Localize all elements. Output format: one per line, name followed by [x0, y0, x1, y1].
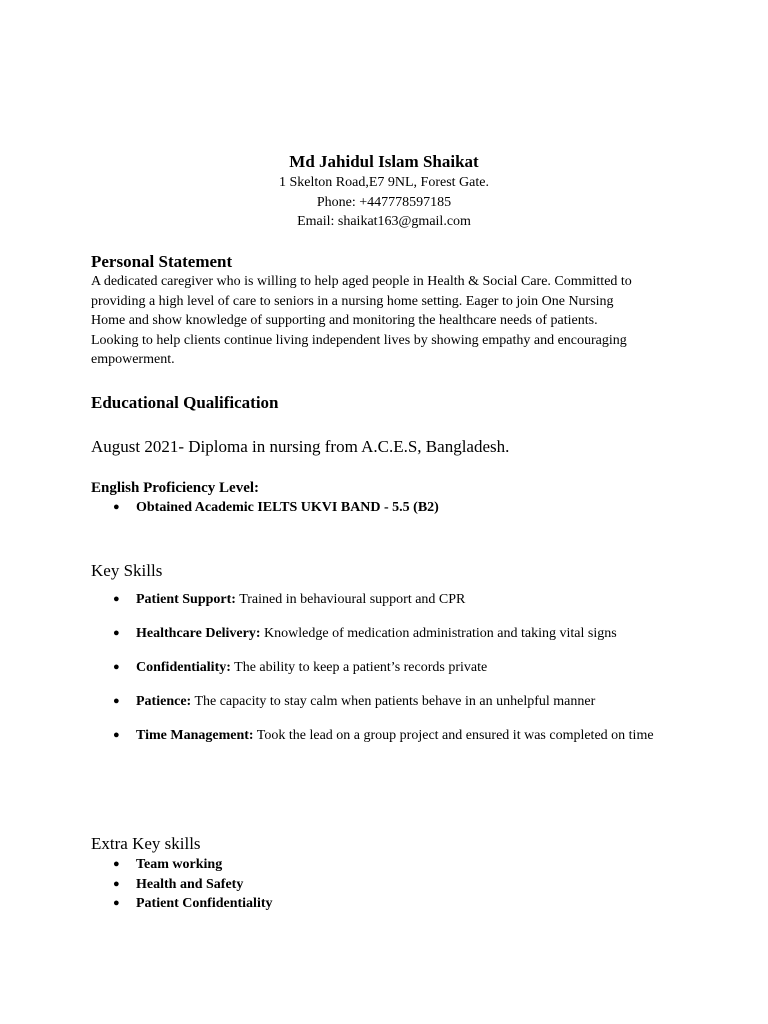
list-item — [113, 875, 673, 895]
statement-line: A dedicated caregiver who is willing to help aged people in Health & Social Care. Committed to — [91, 274, 632, 289]
list-item — [113, 855, 673, 875]
skill-label: Confidentiality: — [136, 660, 231, 675]
skill-text: Took the lead on a group project and ensured it was completed on time — [253, 728, 654, 743]
list-item — [113, 689, 673, 714]
bullet-icon: ● — [113, 729, 120, 741]
skill-label: Healthcare Delivery: — [136, 626, 261, 641]
key-skills-list — [113, 587, 673, 757]
skill-label: Patience: — [136, 694, 192, 709]
english-proficiency-list — [113, 498, 673, 518]
statement-line: Home and show knowledge of supporting and monitoring the healthcare needs of patients. — [91, 313, 598, 328]
education-entry: August 2021- Diploma in nursing from A.C.E.S, Bangladesh. — [91, 437, 510, 456]
skill-text: The ability to keep a patient’s records private — [230, 660, 488, 675]
skill-text: Knowledge of medication administration and taking vital signs — [260, 626, 617, 641]
skill-label: Time Management: — [136, 728, 254, 743]
bullet-icon: ● — [113, 627, 120, 639]
bullet-icon: ● — [113, 695, 120, 707]
bullet-icon: ● — [113, 877, 120, 890]
bullet-icon: ● — [113, 501, 120, 513]
statement-line: Looking to help clients continue living independent lives by showing empathy and encouraging — [91, 332, 627, 348]
bullet-icon: ● — [113, 661, 120, 673]
resume-header — [0, 151, 768, 232]
list-item — [113, 723, 673, 748]
statement-line: providing a high level of care to seniors in a nursing home setting. Eager to join One Nursing — [91, 293, 614, 309]
extra-skill-text: Health and Safety — [136, 876, 244, 892]
extra-skills-list — [113, 855, 673, 914]
personal-statement-title: Personal Statement — [91, 252, 233, 271]
list-item — [113, 621, 673, 646]
skill-label: Patient Support: — [136, 592, 236, 607]
english-proficiency-title: English Proficiency Level: — [91, 480, 260, 496]
extra-skill-text: Patient Confidentiality — [136, 896, 273, 911]
list-item — [113, 587, 673, 612]
personal-statement-text — [91, 272, 681, 370]
candidate-name: Md Jahidul Islam Shaikat — [289, 152, 479, 171]
skill-text: The capacity to stay calm when patients behave in an unhelpful manner — [191, 694, 596, 709]
extra-skill-text: Team working — [136, 857, 223, 872]
bullet-icon: ● — [113, 897, 120, 909]
email: Email: shaikat163@gmail.com — [297, 214, 471, 229]
address: 1 Skelton Road,E7 9NL, Forest Gate. — [279, 175, 489, 190]
list-item — [113, 655, 673, 680]
list-item — [113, 894, 673, 914]
bullet-icon: ● — [113, 858, 120, 870]
education-title: Educational Qualification — [91, 393, 279, 412]
skill-text: Trained in behavioural support and CPR — [235, 592, 466, 607]
key-skills-title: Key Skills — [91, 561, 163, 580]
bullet-icon: ● — [113, 593, 120, 605]
list-item — [113, 498, 673, 518]
english-item-text: Obtained Academic IELTS UKVI BAND - 5.5 (B2) — [136, 500, 439, 515]
phone: Phone: +447778597185 — [316, 194, 452, 210]
statement-line: empowerment. — [91, 352, 175, 367]
extra-skills-title: Extra Key skills — [91, 834, 201, 853]
